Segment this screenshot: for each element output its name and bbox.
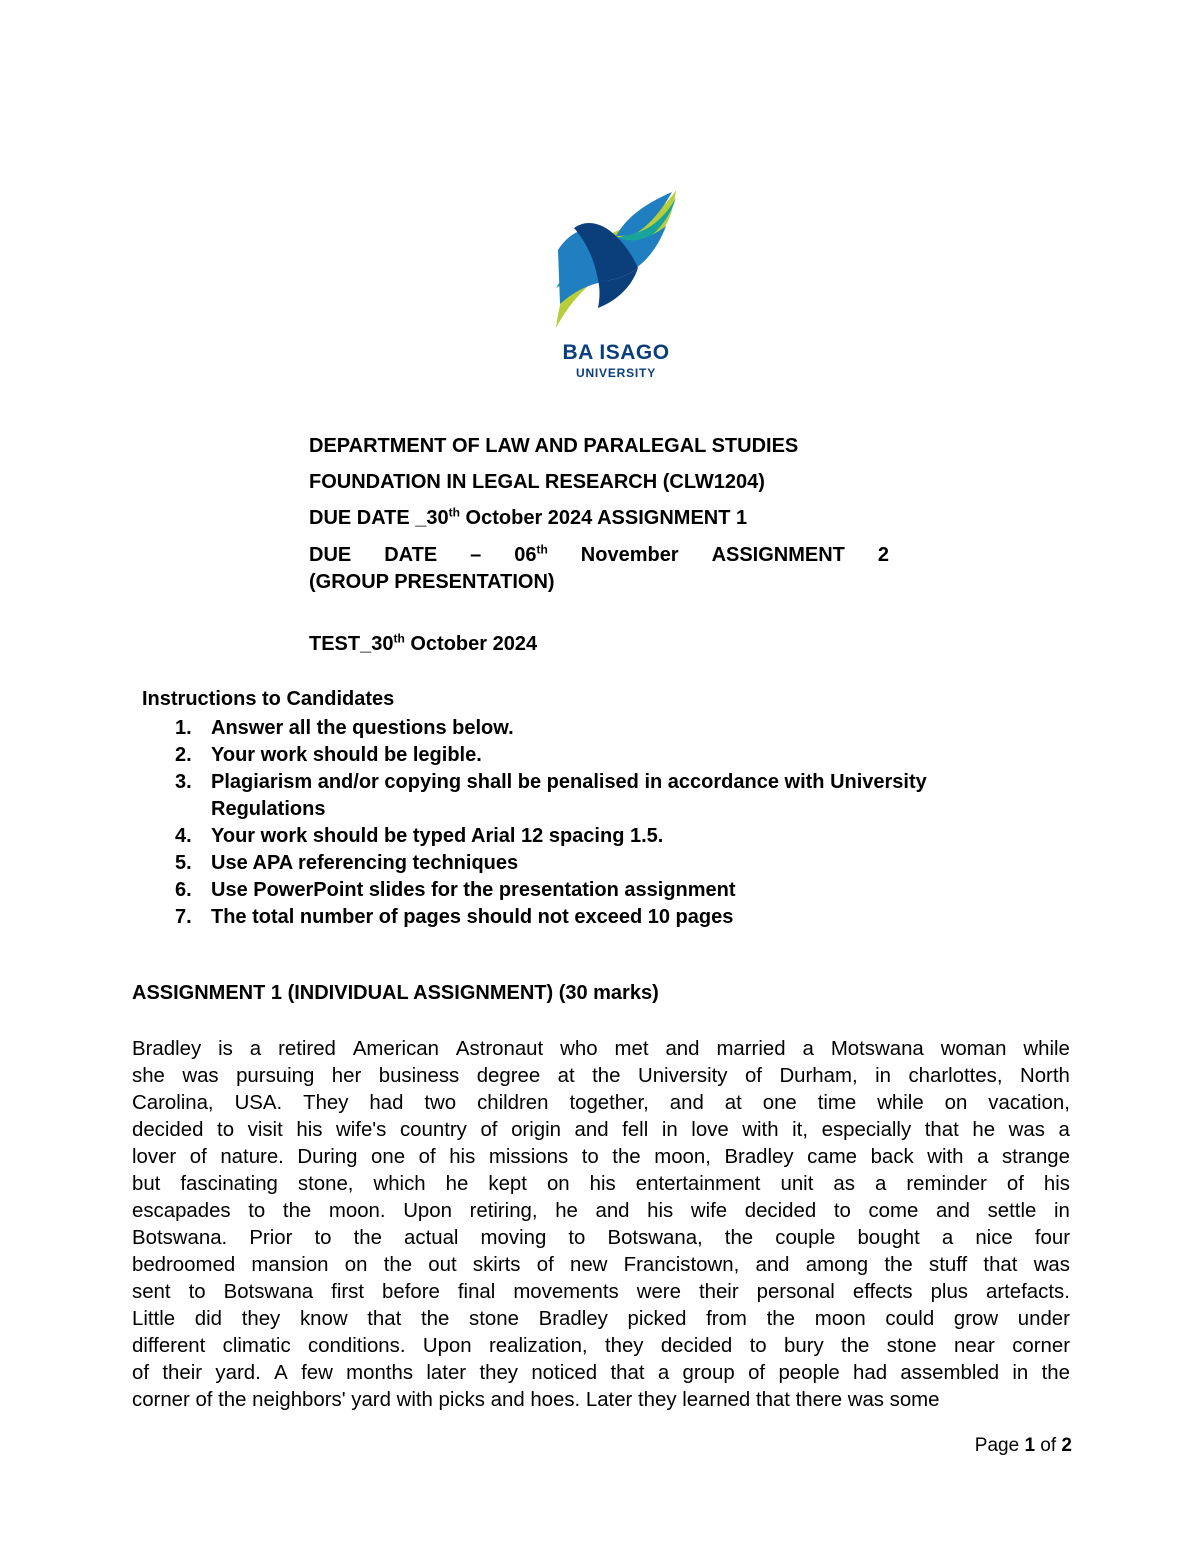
body-line: Carolina, USA. They had two children together, and at one time while on vacation,: [132, 1092, 1070, 1114]
instruction-item: [175, 904, 1075, 931]
test-suffix: October 2024: [404, 633, 538, 655]
due1-prefix: DUE DATE _30: [309, 507, 449, 529]
instruction-number: 4.: [175, 825, 192, 847]
body-line: corner of the neighbors' yard with picks and hoes. Later they learned that there was some: [132, 1389, 940, 1411]
page-label: Page: [974, 1435, 1025, 1456]
instruction-text: Use APA referencing techniques: [211, 852, 519, 874]
course-heading: FOUNDATION IN LEGAL RESEARCH (CLW1204): [309, 471, 765, 493]
due-date-assignment-1: [309, 506, 889, 530]
body-line: bedroomed mansion on the out skirts of new Francistown, and among the stuff that was: [132, 1254, 1070, 1276]
instruction-item: [175, 877, 1075, 904]
page-number: 1: [1024, 1435, 1036, 1456]
body-line: Botswana. Prior to the actual moving to Botswana, the couple bought a nice four: [132, 1227, 1070, 1249]
instruction-item: [175, 715, 1075, 742]
body-line: Little did they know that the stone Bradley picked from the moon could grow under: [132, 1308, 1070, 1330]
instruction-number: 7.: [175, 906, 192, 928]
instruction-item: [175, 850, 1075, 877]
due1-sup: th: [448, 505, 460, 520]
test-prefix: TEST_30: [309, 633, 394, 655]
department-heading: DEPARTMENT OF LAW AND PARALEGAL STUDIES: [309, 435, 799, 457]
assignment1-title: ASSIGNMENT 1 (INDIVIDUAL ASSIGNMENT) (30 marks): [132, 982, 659, 1004]
instruction-item: [175, 742, 1075, 769]
instruction-item: [175, 823, 1075, 850]
body-line: Bradley is a retired American Astronaut who met and married a Motswana woman while: [132, 1038, 1070, 1060]
instruction-number: 2.: [175, 744, 192, 766]
due2-line2: (GROUP PRESENTATION): [309, 571, 555, 593]
due2-word: ASSIGNMENT: [711, 544, 845, 566]
test-sup: th: [393, 631, 405, 646]
page-footer: [975, 1435, 1072, 1457]
due2-word: DUE: [309, 544, 352, 566]
university-wordmark: [540, 341, 692, 381]
instructions-list: [175, 715, 1075, 931]
instruction-number: 5.: [175, 852, 192, 874]
body-line: decided to visit his wife's country of origin and fell in love with it, especially that he was a: [132, 1119, 1070, 1141]
due2-sup: th: [536, 542, 548, 557]
body-line: of their yard. A few months later they noticed that a group of people had assembled in the: [132, 1362, 1070, 1384]
body-line: lover of nature. During one of his missions to the moon, Bradley came back with a strange: [132, 1146, 1070, 1168]
instruction-text: Your work should be typed Arial 12 spacing 1.5.: [211, 825, 664, 847]
body-line: different climatic conditions. Upon realization, they decided to bury the stone near corner: [132, 1335, 1070, 1357]
instruction-number: 3.: [175, 771, 192, 793]
assignment1-body: [132, 1036, 1070, 1414]
instruction-item: [175, 769, 1075, 823]
due2-word: DATE: [384, 544, 438, 566]
instructions-title: Instructions to Candidates: [142, 688, 395, 710]
body-line: she was pursuing her business degree at the University of Durham, in charlottes, North: [132, 1065, 1070, 1087]
instruction-text: Answer all the questions below.: [211, 717, 514, 739]
due2-word: 2: [877, 544, 889, 566]
instruction-number: 6.: [175, 879, 192, 901]
due-date-assignment-2: [309, 543, 889, 567]
instruction-text: The total number of pages should not exceed 10 pages: [211, 906, 734, 928]
instruction-text: Regulations: [211, 798, 326, 820]
instruction-text: Your work should be legible.: [211, 744, 482, 766]
instruction-text: Use PowerPoint slides for the presentation assignment: [211, 879, 736, 901]
test-date: [309, 632, 889, 656]
university-logo-icon: [554, 188, 678, 334]
due1-suffix: October 2024 ASSIGNMENT 1: [460, 507, 748, 529]
body-line: escapades to the moon. Upon retiring, he and his wife decided to come and settle in: [132, 1200, 1070, 1222]
page-of: of: [1035, 1435, 1062, 1456]
body-line: sent to Botswana first before final movements were their personal effects plus artefacts.: [132, 1281, 1070, 1303]
due2-day-wrap: [514, 543, 548, 567]
instruction-text: Plagiarism and/or copying shall be penalised in accordance with University: [211, 771, 927, 793]
body-line: but fascinating stone, which he kept on his entertainment unit as a reminder of his: [132, 1173, 1070, 1195]
instruction-number: 1.: [175, 717, 192, 739]
due2-word: November: [580, 544, 679, 566]
university-subtitle: UNIVERSITY: [575, 366, 656, 380]
university-name: BA ISAGO: [562, 341, 670, 364]
due2-day: 06: [514, 544, 537, 566]
due2-word: –: [470, 544, 482, 566]
page-total: 2: [1061, 1435, 1072, 1456]
